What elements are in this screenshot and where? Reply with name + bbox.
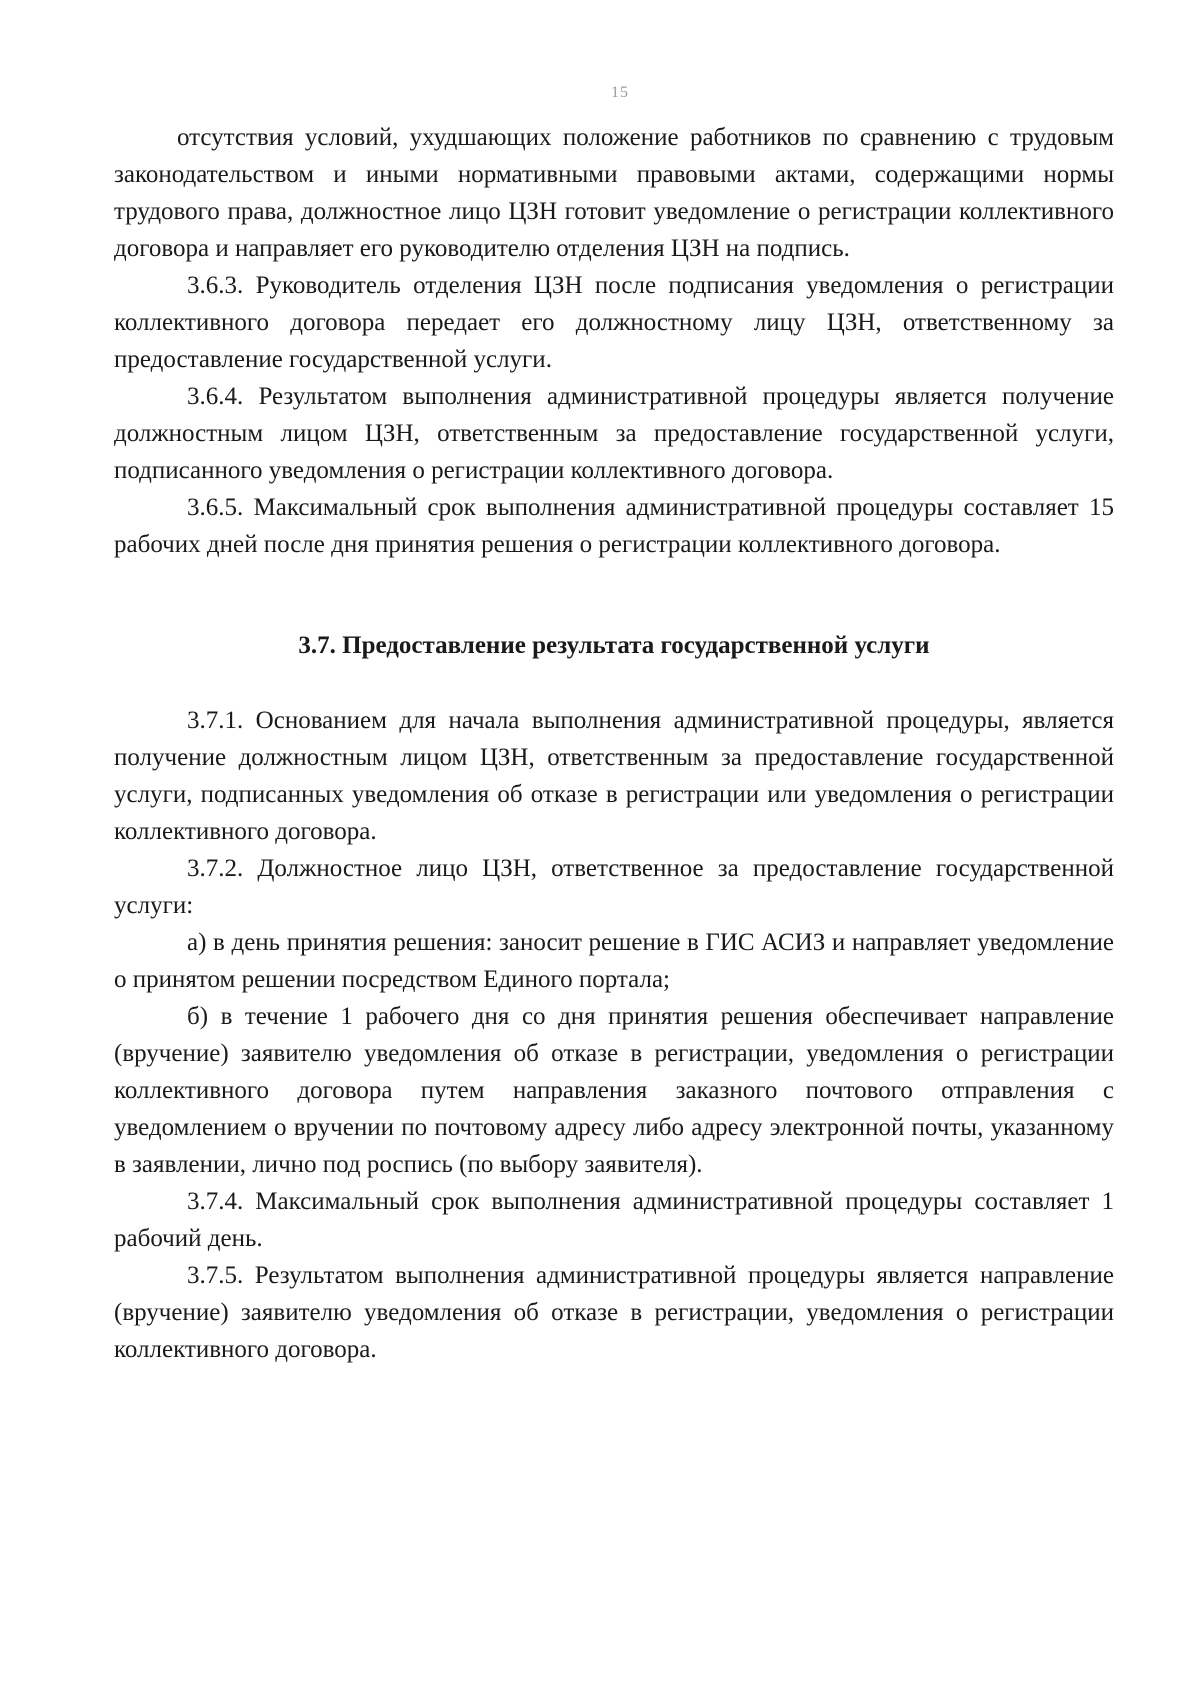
section-heading-3-7: 3.7. Предоставление результата государственной услуги <box>298 632 930 659</box>
paragraph-3-6-2-continuation: отсутствия условий, ухудшающих положение работников по сравнению с трудовым законодательством и иными нормативными правовыми актами, содержащими нормы трудового права, должностное лицо ЦЗН готовит уведомление о регистрации коллективного договора и направляет его руководителю отделения ЦЗН на подпись. <box>114 124 1114 262</box>
paragraph-3-7-2-item-b: б) в течение 1 рабочего дня со дня принятия решения обеспечивает направление (вручение) заявителю уведомления об отказе в регистрации, уведомления о регистрации коллективного договора путем направления заказного почтового отправления с уведомлением о вручении по почтовому адресу либо адресу электронной почты, указанному в заявлении, лично под роспись (по выбору заявителя). <box>114 1003 1114 1178</box>
paragraph-3-7-2-item-a: а) в день принятия решения: заносит решение в ГИС АСИЗ и направляет уведомление о принятом решении посредством Единого портала; <box>114 929 1114 993</box>
paragraph-3-6-3: 3.6.3. Руководитель отделения ЦЗН после подписания уведомления о регистрации коллективного договора передает его должностному лицу ЦЗН, ответственному за предоставление государственной услуги. <box>114 272 1114 373</box>
paragraph-3-7-2: 3.7.2. Должностное лицо ЦЗН, ответственное за предоставление государственной услуги: <box>114 855 1114 919</box>
paragraph-3-7-1: 3.7.1. Основанием для начала выполнения административной процедуры, является получение должностным лицом ЦЗН, ответственным за предоставление государственной услуги, подписанных уведомления об отказе в регистрации или уведомления о регистрации коллективного договора. <box>114 707 1114 845</box>
paragraph-3-6-5: 3.6.5. Максимальный срок выполнения административной процедуры составляет 15 рабочих дней после дня принятия решения о регистрации коллективного договора. <box>114 494 1114 558</box>
paragraph-3-7-4: 3.7.4. Максимальный срок выполнения административной процедуры составляет 1 рабочий день. <box>114 1188 1114 1252</box>
paragraph-3-6-4: 3.6.4. Результатом выполнения административной процедуры является получение должностным лицом ЦЗН, ответственным за предоставление государственной услуги, подписанного уведомления о регистрации коллективного договора. <box>114 383 1114 484</box>
page-number: 15 <box>611 84 629 101</box>
paragraph-3-7-5: 3.7.5. Результатом выполнения административной процедуры является направление (вручение) заявителю уведомления об отказе в регистрации, уведомления о регистрации коллективного договора. <box>114 1262 1114 1363</box>
document-body <box>114 119 1114 1368</box>
